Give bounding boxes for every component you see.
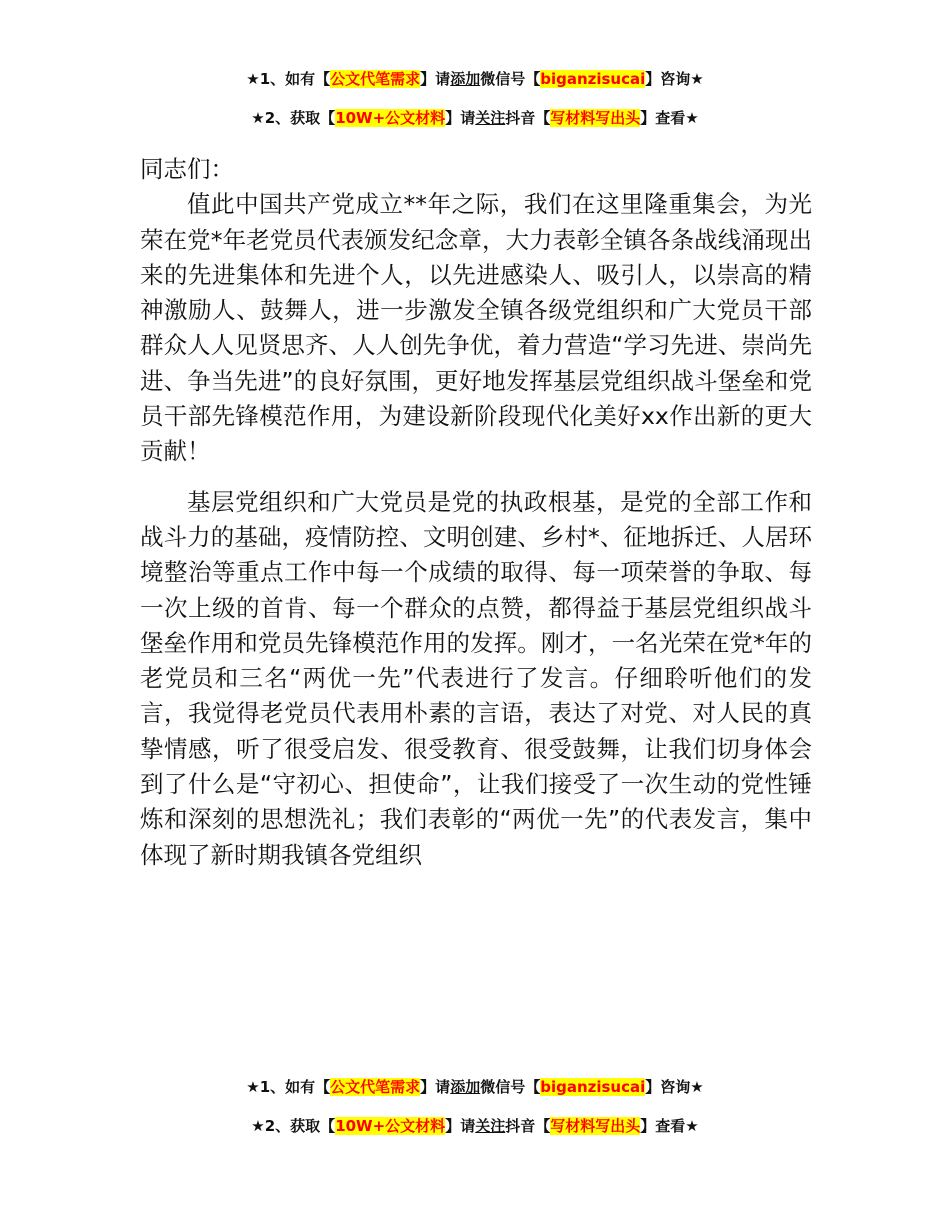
ad-banner-bottom-line2 [0,1116,950,1136]
banner-text: 】查看★ [640,109,699,127]
ad-banner-top-line1 [0,69,950,89]
banner-highlight: 公文代笔需求 [330,70,421,88]
banner-underline: 添加 [450,1078,481,1096]
banner-underline: 关注 [475,1117,506,1135]
banner-text: ★2、获取【 [251,109,336,127]
banner-text: ★2、获取【 [251,1117,336,1135]
paragraph-2: 基层党组织和广大党员是党的执政根基，是党的全部工作和战斗力的基础，疫情防控、文明创建、乡村*、征地拆迁、人居环境整治等重点工作中每一个成绩的取得、每一项荣誉的争取、每一次上级的首肯、每一个群众的点赞，都得益于基层党组织战斗堡垒作用和党员先锋模范作用的发挥。刚才，一名光荣在党*年的老党员和三名“两优一先”代表进行了发言。仔细聆听他们的发言，我觉得老党员代表用朴素的言语，表达了对党、对人民的真挚情感，听了很受启发、很受教育、很受鼓舞，让我们切身体会到了什么是“守初心、担使命”，让我们接受了一次生动的党性锤炼和深刻的思想洗礼；我们表彰的“两优一先”的代表发言，集中体现了新时期我镇各党组织 [140,487,812,869]
banner-highlight: 10W+公文材料 [335,109,446,127]
banner-underline: 添加 [450,70,481,88]
ad-banner-bottom-line1 [0,1077,950,1097]
paragraph-1: 值此中国共产党成立**年之际，我们在这里隆重集会，为光荣在党*年老党员代表颁发纪念章，大力表彰全镇各条战线涌现出来的先进集体和先进个人，以先进感染人、吸引人，以崇高的精神激励人、鼓舞人，进一步激发全镇各级党组织和广大党员干部群众人人见贤思齐、人人创先争优，着力营造“学习先进、崇尚先进、争当先进”的良好氛围，更好地发挥基层党组织战斗堡垒和党员干部先锋模范作用，为建设新阶段现代化美好xx作出新的更大贡献！ [140,190,812,466]
banner-highlight: biganzisucai [540,1078,646,1096]
banner-text: ★1、如有【 [246,70,331,88]
banner-highlight: 10W+公文材料 [335,1117,446,1135]
banner-highlight: 写材料写出头 [550,1117,641,1135]
banner-text: 】请 [420,1078,451,1096]
banner-highlight: 公文代笔需求 [330,1078,421,1096]
banner-text: 】请 [445,109,476,127]
banner-text: 微信号【 [480,1078,541,1096]
banner-text: 抖音【 [505,109,551,127]
banner-highlight: biganzisucai [540,70,646,88]
banner-underline: 关注 [475,109,506,127]
banner-text: 】查看★ [640,1117,699,1135]
banner-text: 】请 [420,70,451,88]
banner-text: 微信号【 [480,70,541,88]
banner-text: ★1、如有【 [246,1078,331,1096]
banner-highlight: 写材料写出头 [550,109,641,127]
document-body [140,152,812,873]
banner-text: 】咨询★ [645,1078,704,1096]
banner-text: 】请 [445,1117,476,1135]
banner-text: 抖音【 [505,1117,551,1135]
ad-banner-top-line2 [0,108,950,128]
salutation: 同志们： [140,155,234,183]
banner-text: 】咨询★ [645,70,704,88]
